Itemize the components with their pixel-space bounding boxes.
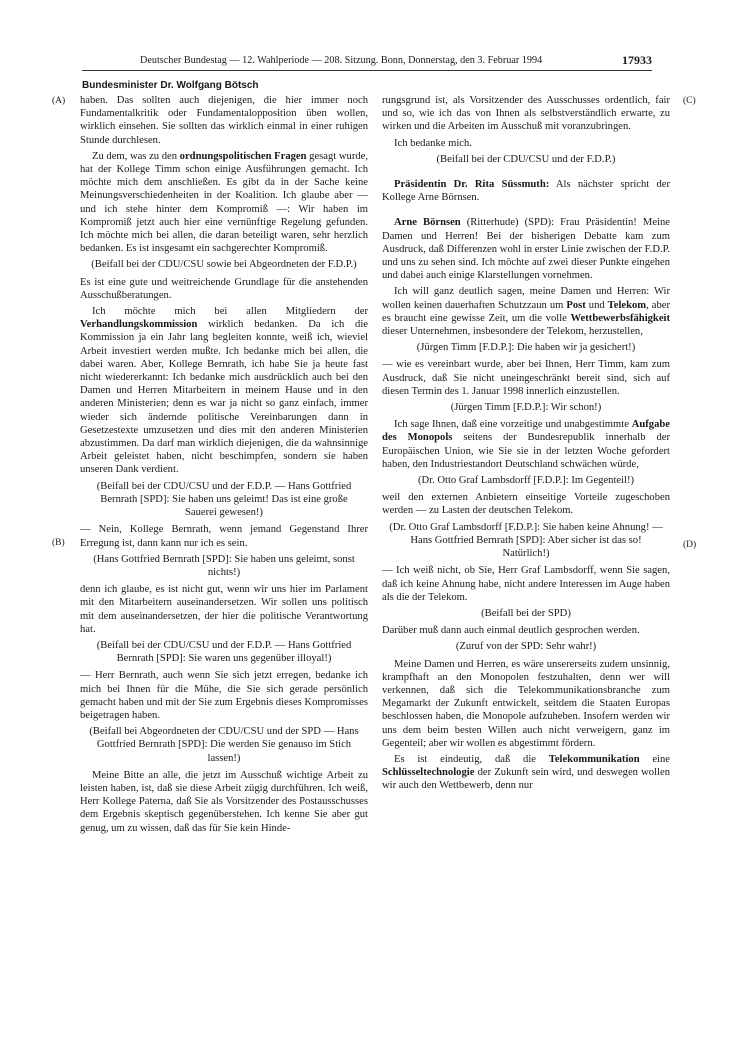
paragraph: Präsidentin Dr. Rita Süssmuth: Als nächster spricht der Kollege Arne Börnsen. bbox=[382, 179, 670, 204]
emphasis: ordnungspolitischen Fragen bbox=[179, 150, 307, 162]
paragraph: Ich will ganz deutlich sagen, meine Damen und Herren: Wir wollen keinen dauerhaften Schutzzaun um Post und Telekom, aber es braucht eine gewisse Zeit, um die volle Wettbewerbsfähigkeit dieser Unternehmen, insbesondere der Telekom, herzustellen, bbox=[382, 286, 671, 338]
interjection: (Hans Gottfried Bernrath [SPD]: Sie haben uns geleimt, sonst nichts!) bbox=[93, 553, 355, 578]
margin-mark-c: (C) bbox=[683, 96, 696, 106]
margin-mark-d: (D) bbox=[683, 540, 697, 550]
paragraph: Arne Börnsen (Ritterhude) (SPD): Frau Präsidentin! Meine Damen und Herren! Bei der bisherigen Debatte kam zum Ausdruck, daß Differenzen wohl in erster Linie zwischen der F.D.P. und uns zu sehen sind. Ich möchte auf zwei dieser Punkte eingehen und dabei auch einige Klarstellungen vornehmen. bbox=[382, 217, 670, 282]
paragraph: rungsgrund ist, als Vorsitzender des Ausschusses ordentlich, fair und so, wie ich das von Ihnen als selbstverständlich erwarte, zu wirken und die Arbeiten im Ausschuß mit voranzubringen. bbox=[382, 95, 670, 133]
margin-mark-b: (B) bbox=[52, 538, 65, 548]
paragraph: Zu dem, was zu den ordnungspolitischen Fragen gesagt wurde, hat der Kollege Timm schon einige Ausführungen gemacht. Ich möchte mich dem anschließen. Es gibt da in der Sache keine Meinungsverschiedenheiten in der Koalition. Ich glaube aber — und ich stehe hinter dem Kompromiß —: Wir haben im Kompromiß jetzt auch hier eine vernünftige Regelung gefunden. Ich möchte mich bei allen, die daran beteiligt waren, sehr herzlich bedanken. Es ist insgesamt ein sachgerechter Kompromiß. bbox=[80, 150, 369, 255]
speaker-heading: Bundesminister Dr. Wolfgang Bötsch bbox=[82, 80, 259, 91]
interjection: (Beifall bei Abgeordneten der CDU/CSU und der SPD — Hans Gottfried Bernrath [SPD]: Die werden Sie genauso im Stich lassen!) bbox=[89, 726, 359, 764]
paragraph: Es ist eine gute und weitreichende Grundlage für die anstehenden Ausschußberatungen. bbox=[80, 276, 368, 301]
interjection: (Dr. Otto Graf Lambsdorff [F.D.P.]: Im Gegenteil!) bbox=[417, 475, 635, 487]
interjection: (Beifall bei der CDU/CSU und der F.D.P. — Hans Gottfried Bernrath [SPD]: Sie haben uns geleimt! Das ist eine große Sauerei gewesen!) bbox=[96, 480, 352, 519]
left-column bbox=[80, 94, 368, 838]
paragraph: denn ich glaube, es ist nicht gut, wenn wir uns hier im Parlament mit den Mitarbeitern auseinandersetzen. Wir sollen uns politisch mit dem auseinandersetzen, der hier die politische Verantwortung hat. bbox=[80, 584, 368, 635]
interjection: (Beifall bei der CDU/CSU und der F.D.P.) bbox=[436, 153, 616, 165]
interjection: (Dr. Otto Graf Lambsdorff [F.D.P.]: Sie haben keine Ahnung! — Hans Gottfried Bernrath [SPD]: Aber sicher ist das so! Natürlich!) bbox=[389, 521, 663, 560]
emphasis: Aufgabe des Monopols bbox=[382, 419, 670, 444]
emphasis: Wettbewerbsfähigkeit bbox=[570, 312, 670, 324]
paragraph: — Nein, Kollege Bernrath, wenn jemand Gegenstand Ihrer Erregung ist, dann kann nur ich es sein. bbox=[80, 524, 368, 549]
running-title: Deutscher Bundestag — 12. Wahlperiode — 208. Sitzung. Bonn, Donnerstag, den 3. Februar 1994 bbox=[140, 55, 543, 66]
interjection: (Jürgen Timm [F.D.P.]: Wir schon!) bbox=[450, 402, 602, 414]
interjection: (Beifall bei der CDU/CSU und der F.D.P. — Hans Gottfried Bernrath [SPD]: Sie waren uns gegenüber illoyal!) bbox=[96, 639, 352, 665]
emphasis: Telekom bbox=[607, 299, 647, 311]
paragraph: Meine Damen und Herren, es wäre unsererseits zudem unsinnig, krampfhaft an den Monopolen festzuhalten, denn wer will verkennen, daß sich die Telekommunikationsbranche zum Megamarkt der Zukunft entwickelt, seitdem die Staaten Europas beschlossen haben, die Monopole aufzuheben. Insofern werden wir uns dem beim besten Willen auch nicht verweigern, ganz im Gegenteil; aber wir wollen es abgestimmt fördern. bbox=[382, 658, 670, 749]
interjection: (Beifall bei der CDU/CSU sowie bei Abgeordneten der F.D.P.) bbox=[91, 259, 357, 271]
running-header bbox=[82, 54, 652, 71]
emphasis: Schlüsseltechnologie bbox=[382, 767, 475, 779]
paragraph: — Ich weiß nicht, ob Sie, Herr Graf Lambsdorff, wenn Sie sagen, daß ich keine Ahnung habe, nicht andere Interessen im Auge haben als die der Telekom. bbox=[382, 565, 670, 603]
margin-mark-a: (A) bbox=[52, 96, 66, 106]
emphasis: Telekommunikation bbox=[548, 753, 640, 765]
emphasis: Verhandlungskommission bbox=[80, 319, 198, 331]
right-column bbox=[382, 94, 670, 796]
paragraph: Ich bedanke mich. bbox=[394, 137, 472, 149]
speaker-name: Arne Börnsen bbox=[394, 217, 461, 229]
paragraph: Es ist eindeutig, daß die Telekommunikation eine Schlüsseltechnologie der Zukunft sein wird, und deswegen wollen wir auch den Wettbewerb, denn nur bbox=[382, 753, 671, 792]
paragraph: — Herr Bernrath, auch wenn Sie sich jetzt erregen, bedanke ich mich bei Ihnen für die Mühe, die Sie sich gerade persönlich gemacht haben und mit der Sie zum Ergebnis dieses Kompromisses beigetragen haben. bbox=[80, 670, 368, 721]
interjection: (Jürgen Timm [F.D.P.]: Die haben wir ja gesichert!) bbox=[416, 342, 636, 354]
paragraph: weil den externen Anbietern einseitige Vorteile zugeschoben werden — zu Lasten der deutschen Telekom. bbox=[382, 492, 670, 517]
emphasis: Post bbox=[566, 299, 586, 311]
page-number: 17933 bbox=[622, 53, 652, 67]
interjection: (Zuruf von der SPD: Sehr wahr!) bbox=[455, 641, 597, 653]
interjection: (Beifall bei der SPD) bbox=[481, 607, 571, 619]
paragraph: haben. Das sollten auch diejenigen, die hier immer noch Fundamentalkritik oder Fundamentalopposition üben wollen, wirklich einsehen. Sie sollten das wirklich einmal in einer ruhigen Stunde durchlesen. bbox=[80, 95, 368, 146]
paragraph: Ich sage Ihnen, daß eine vorzeitige und unabgestimmte Aufgabe des Monopols seitens der Bundesrepublik innerhalb der Europäischen Union, wie Sie sie in der letzten Woche gefordert haben, den Industriestandort Deutschland schwächen würde, bbox=[382, 419, 670, 470]
speaker-name: Präsidentin Dr. Rita Süssmuth: bbox=[394, 179, 550, 191]
paragraph: — wie es vereinbart wurde, aber bei Ihnen, Herr Timm, kam zum Ausdruck, daß Sie nicht uneingeschränkt bereit sind, sich auf diesen Termin des 1. Januar 1998 innerlich einzustellen. bbox=[382, 359, 670, 397]
paragraph: Meine Bitte an alle, die jetzt im Ausschuß wichtige Arbeit zu leisten haben, ist, daß sie diese Arbeit zügig durchführen. Ich weiß, Herr Kollege Paterna, daß Sie als Vorsitzender des Postausschusses dem Ergebnis skeptisch gegenüberstehen. Ich kenne Sie aber gut genug, um zu wissen, daß das für Sie kein Hinde- bbox=[80, 769, 368, 834]
paragraph: Ich möchte mich bei allen Mitgliedern der Verhandlungskommission wirklich bedanken. Da ich die Kommission ja ein Jahr lang begleiten konnte, weiß ich, wieviel Arbeit investiert werden mußte. Ich bedanke mich bei allen, die dabei waren. Aber, Kollege Bernrath, ich habe Sie ja heute fast nicht wiedererkannt: Ich bedanke mich ausdrücklich auch bei den Damen und Herren Mitarbeitern in meinem Hause und in den anderen Ministerien; denn es war ja nicht so ganz einfach, immer wieder sich ändernde politische Vereinbarungen dann in Gesetzestexte umzusetzen und dies mit den anderen Ministerien abzustimmen. Da darf man wirklich diejenigen, die da wahnsinnige Arbeit geleistet haben, nicht beschimpfen, sondern sie haben unseren Dank verdient. bbox=[80, 306, 368, 476]
paragraph: Darüber muß dann auch einmal deutlich gesprochen werden. bbox=[382, 625, 640, 637]
